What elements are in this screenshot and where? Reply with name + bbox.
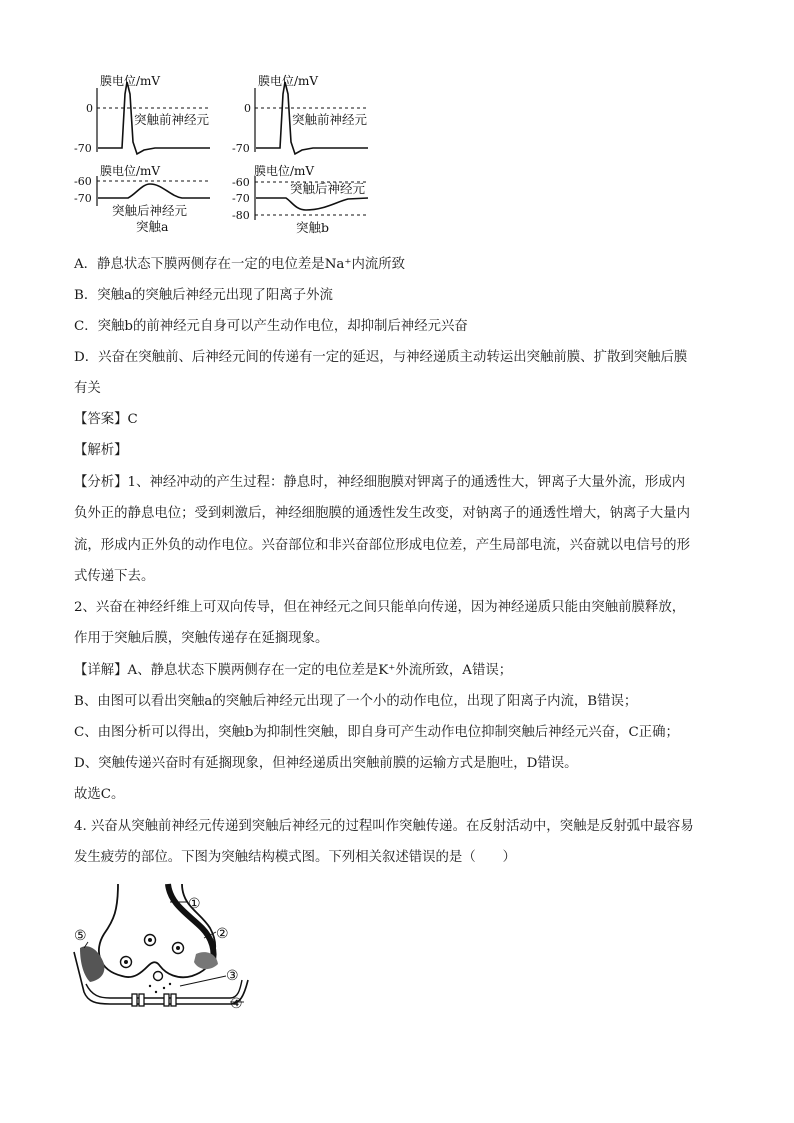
left-glial-shade: [80, 946, 104, 982]
detail-b: B、由图可以看出突触a的突触后神经元出现了一个小的动作电位，出现了阳离子内流，B错误；: [74, 694, 638, 709]
detail-d: D、突触传递兴奋时有延搁现象，但神经递质出突触前膜的运输方式是胞吐，D错误。: [74, 756, 578, 771]
analysis-heading: 【解析】: [74, 443, 128, 458]
label-5: ⑤: [74, 928, 87, 944]
membrane-potential-svg: [70, 68, 390, 240]
a-pre-tick-0: 0: [86, 102, 93, 115]
option-c: C．突触b的前神经元自身可以产生动作电位，却抑制后神经元兴奋: [74, 319, 468, 334]
option-a: A．静息状态下膜两侧存在一定的电位差是Na⁺内流所致: [74, 257, 406, 272]
analysis-p1-line3: 流，形成内正外负的动作电位。兴奋部位和非兴奋部位形成电位差，产生局部电流，兴奋就以电信号的形: [74, 538, 690, 553]
a-post-tick-60: -60: [74, 175, 92, 188]
label-1: ①: [188, 896, 201, 912]
a-post-trace: [98, 184, 210, 198]
b-post-trace: [256, 198, 368, 210]
detail-a: 【详解】A、静息状态下膜两侧存在一定的电位差是K⁺外流所致，A错误；: [74, 663, 513, 678]
question4-line1: 4. 兴奋从突触前神经元传递到突触后神经元的过程叫作突触传递。在反射活动中，突触是反射弧中最容易: [74, 819, 694, 834]
b-pre-caption: 突触前神经元: [292, 112, 368, 127]
a-post-caption: 突触后神经元: [112, 203, 188, 218]
b-pre-tick-0: 0: [244, 102, 251, 115]
detail-conclusion: 故选C。: [74, 787, 125, 802]
option-b: B．突触a的突触后神经元出现了阳离子外流: [74, 288, 333, 303]
b-post-caption: 突触后神经元: [290, 181, 366, 196]
b-post-tick-80: -80: [232, 209, 250, 222]
vesicle-core: [148, 938, 152, 942]
detail-c: C、由图分析可以得出，突触b为抑制性突触，即自身可产生动作电位抑制突触后神经元兴奋，C正确；: [74, 725, 679, 740]
vesicle-fusing: [154, 972, 163, 981]
neurotransmitter-dot: [169, 983, 171, 985]
option-d-line2: 有关: [74, 381, 101, 396]
membrane-potential-figure: [70, 68, 390, 240]
neurotransmitter-dot: [155, 991, 157, 993]
a-post-ylabel: 膜电位/mV: [100, 164, 161, 178]
synapse-diagram: [70, 880, 270, 1025]
b-synapse-label: 突触b: [296, 220, 330, 235]
answer: 【答案】C: [74, 412, 138, 427]
b-post-tick-70: -70: [232, 192, 250, 205]
analysis-p1-line4: 式传递下去。: [74, 569, 155, 584]
vesicle-core: [176, 946, 180, 950]
neurotransmitter-dot: [163, 987, 165, 989]
neurotransmitter-dot: [149, 985, 151, 987]
b-post-ylabel: 膜电位/mV: [254, 164, 315, 178]
a-synapse-label: 突触a: [136, 219, 169, 234]
receptor: [164, 994, 169, 1006]
analysis-p1-line1: 【分析】1、神经冲动的产生过程：静息时，神经细胞膜对钾离子的通透性大，钾离子大量外流，形成内: [74, 475, 686, 490]
analysis-p1-line2: 负外正的静息电位；受到刺激后，神经细胞膜的通透性发生改变，对钠离子的通透性增大，钠离子大量内: [74, 506, 690, 521]
analysis-p2-line2: 作用于突触后膜，突触传递存在延搁现象。: [74, 631, 329, 646]
vesicle-core: [124, 960, 128, 964]
analysis-p2-line1: 2、兴奋在神经纤维上可双向传导，但在神经元之间只能单向传递，因为神经递质只能由突触前膜释放，: [74, 600, 686, 615]
label-2: ②: [216, 926, 229, 942]
a-post-tick-70: -70: [74, 192, 92, 205]
b-pre-tick-70: -70: [232, 142, 250, 155]
label-3: ③: [226, 968, 239, 984]
a-pre-ylabel: 膜电位/mV: [100, 74, 161, 88]
b-pre-ylabel: 膜电位/mV: [258, 74, 319, 88]
label-4: ④: [230, 996, 243, 1012]
option-d-line1: D．兴奋在突触前、后神经元间的传递有一定的延迟，与神经递质主动转运出突触前膜、扩散到突触后膜: [74, 350, 688, 365]
synapse-svg: [70, 880, 270, 1025]
receptor: [132, 994, 137, 1006]
a-pre-tick-70: -70: [74, 142, 92, 155]
receptor: [139, 994, 144, 1006]
receptor: [171, 994, 176, 1006]
b-post-tick-60: -60: [232, 176, 250, 189]
question4-line2: 发生疲劳的部位。下图为突触结构模式图。下列相关叙述错误的是（ ）: [74, 850, 516, 865]
a-pre-caption: 突触前神经元: [134, 112, 210, 127]
